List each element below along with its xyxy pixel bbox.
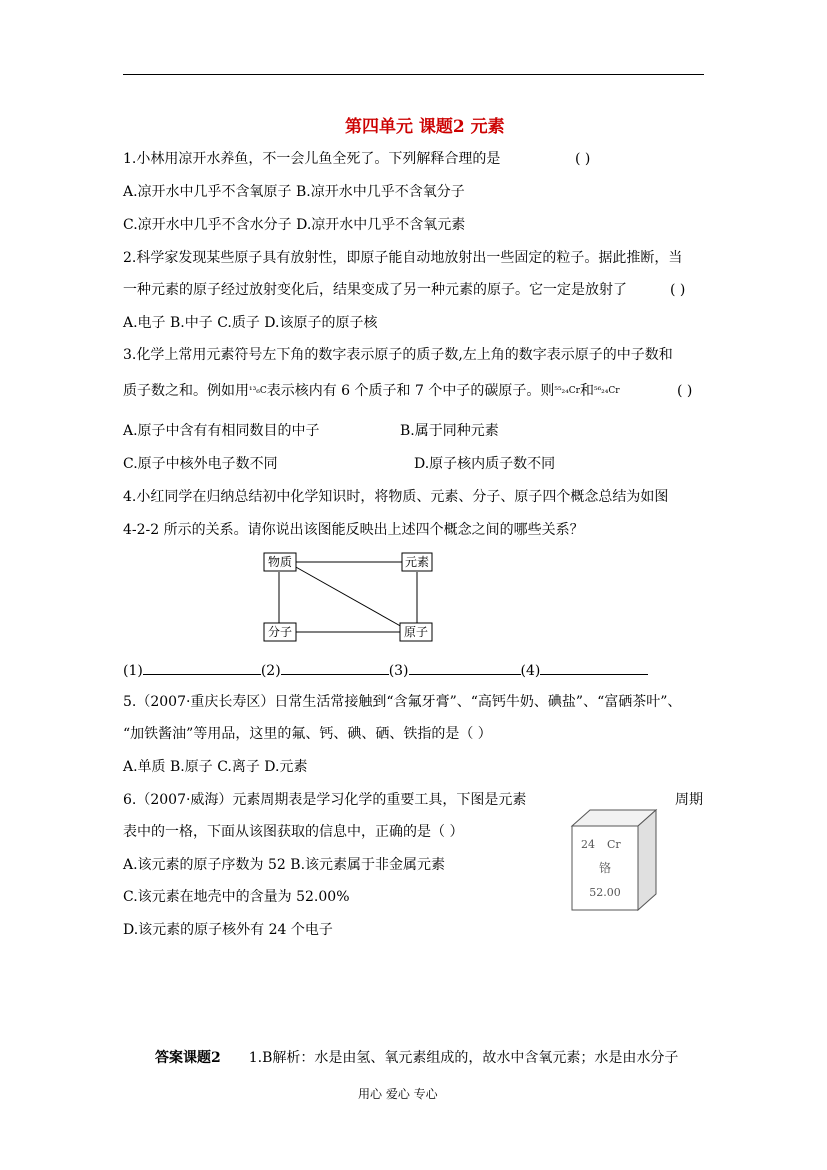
q3-line1: 3.化学上常用元素符号左下角的数字表示原子的质子数,左上角的数字表示原子的中子数和 bbox=[123, 347, 673, 363]
page-title: 第四单元 课题2 元素 bbox=[345, 117, 505, 137]
q3-line2-part-c: 和 bbox=[579, 383, 594, 399]
atomic-mass: 52.00 bbox=[589, 886, 621, 899]
q2-answer-paren: ( ) bbox=[670, 282, 686, 298]
q6-options-ab: A.该元素的原子序数为 52 B.该元素属于非金属元素 bbox=[123, 857, 446, 873]
node-element bbox=[402, 553, 432, 571]
blank-label-2: (2) bbox=[260, 663, 281, 679]
answer-blank-2[interactable] bbox=[281, 660, 389, 675]
atomic-number: 24 bbox=[581, 838, 595, 851]
element-symbol: Cr bbox=[607, 838, 621, 851]
q6-line1-end: 周期 bbox=[675, 792, 703, 808]
element-name: 铬 bbox=[598, 861, 612, 875]
q1-answer-paren: ( ) bbox=[575, 151, 591, 167]
node-element-label: 元素 bbox=[404, 555, 430, 569]
q2-line2: 一种元素的原子经过放射变化后，结果变成了另一种元素的原子。它一定是放射了 bbox=[123, 282, 627, 298]
carbon-nuclide-symbol: ¹³₆C bbox=[249, 385, 267, 396]
header-rule bbox=[123, 74, 704, 75]
answer-blank-4[interactable] bbox=[540, 660, 648, 675]
concept-relation-diagram bbox=[262, 550, 434, 644]
periodic-table-cell bbox=[570, 808, 660, 914]
chromium-55-symbol: ⁵⁵₂₄Cr bbox=[554, 385, 580, 396]
q5-line2: “加铁酱油”等用品，这里的氟、钙、碘、硒、铁指的是（ ） bbox=[123, 726, 492, 742]
node-atom-label: 原子 bbox=[403, 625, 429, 639]
answer-text: 1.B解析：水是由氢、氧元素组成的，故水中含氧元素；水是由水分子 bbox=[248, 1050, 679, 1066]
q3-option-c: C.原子中核外电子数不同 bbox=[123, 456, 278, 472]
q6-line1: 6.（2007·威海）元素周期表是学习化学的重要工具，下图是元素 bbox=[123, 792, 527, 808]
answer-label: 答案课题2 bbox=[155, 1050, 221, 1066]
chromium-56-symbol: ⁵⁶₂₄Cr bbox=[593, 385, 620, 396]
q3-answer-paren: ( ) bbox=[677, 383, 693, 399]
edge-matter-atom bbox=[294, 566, 404, 628]
q5-line1: 5.（2007·重庆长寿区）日常生活常接触到“含氟牙膏”、“高钙牛奶、碘盐”、“富硒茶叶”、 bbox=[123, 694, 682, 710]
q2-line1: 2.科学家发现某些原子具有放射性，即原子能自动地放射出一些固定的粒子。据此推断，当 bbox=[123, 250, 683, 266]
q4-answer-blanks bbox=[123, 660, 648, 681]
answer-blank-1[interactable] bbox=[143, 660, 261, 675]
q3-option-a: A.原子中含有有相同数目的中子 bbox=[123, 423, 320, 439]
q5-options: A.单质 B.原子 C.离子 D.元素 bbox=[123, 759, 308, 775]
node-matter-label: 物质 bbox=[267, 555, 293, 569]
q3-line2 bbox=[123, 381, 620, 401]
q6-option-c: C.该元素在地壳中的含量为 52.00% bbox=[123, 889, 350, 905]
node-matter bbox=[264, 553, 296, 571]
q3-line2-part-b: 表示核内有 6 个质子和 7 个中子的碳原子。则 bbox=[266, 383, 555, 399]
node-molecule bbox=[264, 623, 296, 641]
q1-stem: 1.小林用凉开水养鱼，不一会儿鱼全死了。下列解释合理的是 bbox=[123, 151, 501, 167]
blank-label-3: (3) bbox=[388, 663, 409, 679]
answer-blank-3[interactable] bbox=[409, 660, 521, 675]
q6-option-d: D.该元素的原子核外有 24 个电子 bbox=[123, 922, 333, 938]
node-molecule-label: 分子 bbox=[267, 625, 293, 639]
q4-line1: 4.小红同学在归纳总结初中化学知识时，将物质、元素、分子、原子四个概念总结为如图 bbox=[123, 489, 669, 505]
q1-options-cd: C.凉开水中几乎不含水分子 D.凉开水中几乎不含氧元素 bbox=[123, 217, 466, 233]
blank-label-4: (4) bbox=[520, 663, 541, 679]
q3-line2-part-a: 质子数之和。例如用 bbox=[123, 383, 249, 399]
node-atom bbox=[400, 623, 432, 641]
page-footer: 用心 爱心 专心 bbox=[358, 1087, 438, 1101]
q6-line2: 表中的一格，下面从该图获取的信息中，正确的是（ ） bbox=[123, 824, 464, 840]
answer-section bbox=[155, 1048, 678, 1068]
q3-option-d: D.原子核内质子数不同 bbox=[414, 456, 556, 472]
q2-options: A.电子 B.中子 C.质子 D.该原子的原子核 bbox=[123, 315, 378, 331]
q3-option-b: B.属于同种元素 bbox=[400, 423, 499, 439]
cell-side-face bbox=[638, 810, 656, 910]
blank-label-1: (1) bbox=[123, 663, 143, 679]
q1-options-ab: A.凉开水中几乎不含氧原子 B.凉开水中几乎不含氧分子 bbox=[123, 184, 465, 200]
q4-line2: 4-2-2 所示的关系。请你说出该图能反映出上述四个概念之间的哪些关系？ bbox=[123, 522, 584, 538]
